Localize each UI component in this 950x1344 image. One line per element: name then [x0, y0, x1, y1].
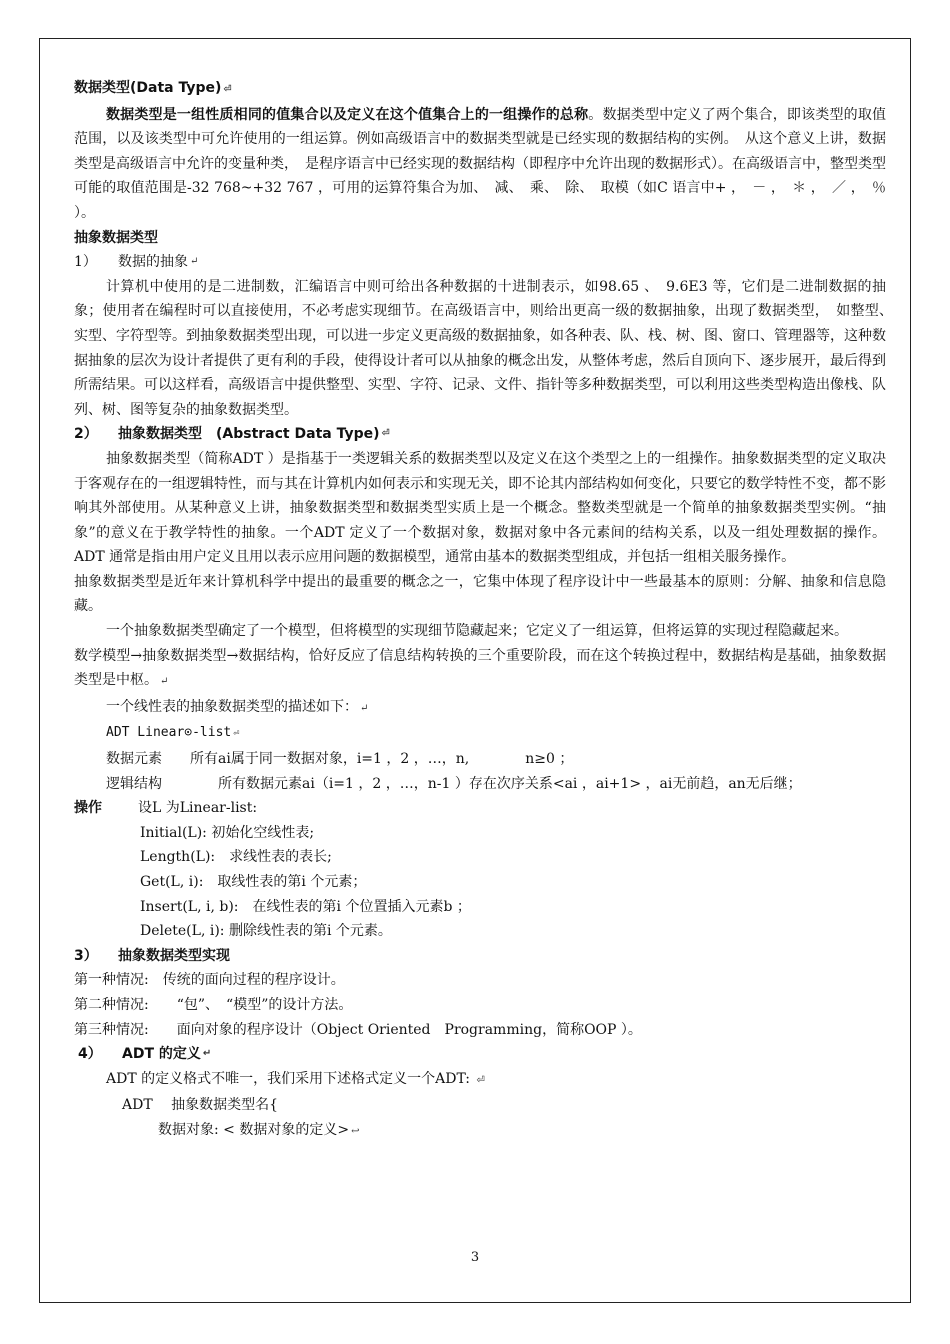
- section-3-heading: 3） 抽象数据类型实现: [74, 947, 230, 964]
- logical-structure-line: 逻辑结构 所有数据元素ai（i=1 ，2 ，…，n-1 ）存在次序关系<ai ，ai+1> ，ai无前趋，an无后继；: [106, 775, 802, 792]
- adt-linear-list-line: ADT Linear⊙-list ⏎: [106, 725, 240, 741]
- paragraph-linear-list-intro: 一个线性表的抽象数据类型的描述如下： ↵: [106, 698, 369, 715]
- operation-item: Get(L, i): 取线性表的第i 个元素；: [140, 874, 367, 890]
- section-2-heading: 2） 抽象数据类型 (Abstract Data Type) ⏎: [74, 426, 390, 443]
- case-item: 第一种情况: 传统的面向过程的程序设计。: [74, 972, 345, 989]
- page-number: 3: [470, 1250, 480, 1265]
- paragraph-adt-model: 一个抽象数据类型确定了一个模型，但将模型的实现细节隐藏起来；它定义了一组运算，但将运算的实现过程隐藏起来。: [106, 623, 848, 640]
- operations-list: [138, 796, 257, 821]
- adt-definition-intro: ADT 的定义格式不唯一，我们采用下述格式定义一个ADT: ⏎: [106, 1070, 485, 1087]
- operation-item: Delete(L, i): 删除线性表的第i 个元素。: [140, 923, 392, 940]
- paragraph-model-chain: 数学模型→抽象数据类型→数据结构，恰好反应了信息结构转换的三个重要阶段，而在这个转换过程中，数据结构是基础，抽象数据类型是中枢。 ↵: [74, 647, 886, 689]
- section-4-heading: 4） ADT 的定义 ↵: [78, 1046, 212, 1063]
- heading-abstract-data-type: 抽象数据类型: [74, 229, 158, 246]
- paragraph-adt-importance: 抽象数据类型是近年来计算机科学中提出的最重要的概念之一，它集中体现了程序设计中一些最基本的原则：分解、抽象和信息隐藏。: [74, 573, 886, 615]
- paragraph-data-abstraction: 计算机中使用的是二进制数，汇编语言中则可给出各种数据的十进制表示，如98.65 、 9.6E3 等，它们是二进制数据的抽象；使用者在编程时可以直接使用，不必考虑实现细节。在高级语言中，则给出更高一级的数据抽象，出现了数据类型， 如整型、 实型、字符型等。到抽象数据类型出现，可以进一步定义更高级的数据抽象，如各种表、队、栈、树、图、窗口、管理器等，这种数据抽象的层次为设计者提供了更有利的手段，使得设计者可以从抽象的概念出发，从整体考虑，然后自顶向下、逐步展开，最后得到所需结果。可以这样看，高级语言中提供整型、实型、字符、记录、文件、指针等多种数据类型，可以利用这些类型构造出像栈、队列、树、图等复杂的抽象数据类型。: [74, 278, 900, 418]
- paragraph-data-type-definition: 数据类型是一组性质相同的值集合以及定义在这个值集合上的一组操作的总称。数据类型中定义了两个集合，即该类型的取值范围，以及该类型中可允许使用的一组运算。例如高级语言中的数据类型就是已经实现的数据结构的实例。 从这个意义上讲，数据类型是高级语言中允许的变量种类， 是程序语言中已经实现的数据结构（即程序中允许出现的数据形式）。在高级语言中，整型类型可能的取值范围是-32 768~+32 767 ，可用的运算符集合为加、 减、 乘、 除、 取模（如C 语言中+ ， － ， ＊ ， ／ ， ％ ）。: [74, 106, 886, 221]
- operation-item: 设L 为Linear-list:: [138, 800, 258, 817]
- operations-block: [74, 796, 886, 821]
- heading-data-type: 数据类型(Data Type) ⏎: [74, 80, 232, 96]
- paragraph-adt-definition: 抽象数据类型（简称ADT ）是指基于一类逻辑关系的数据类型以及定义在这个类型之上的一组操作。抽象数据类型的定义取决于客观存在的一组逻辑特性，而与其在计算机内如何表示和实现无关，即不论其内部结构如何变化，只要它的数学特性不变，都不影响其外部使用。从某种意义上讲，抽象数据类型和数据类型实质上是一个概念。整数类型就是一个简单的抽象数据类型实例。“抽象”的意义在于教学特性的抽象。一个ADT 定义了一个数据对象，数据对象中各元素间的结构关系，以及一组处理数据的操作。ADT 通常是指由用户定义且用以表示应用问题的数据模型，通常由基本的数据类型组成，并包括一组相关服务操作。: [74, 450, 886, 566]
- operations-label: 操作: [74, 800, 102, 817]
- document-body: [74, 76, 900, 1145]
- data-object-line: 数据对象: < 数据对象的定义> ↩: [158, 1121, 360, 1138]
- case-item: 第二种情况: “包”、 “模型”的设计方法。: [74, 996, 353, 1013]
- operation-item: Insert(L, i, b): 在线性表的第i 个位置插入元素b ；: [140, 898, 471, 915]
- operation-item: Initial(L): 初始化空线性表;: [140, 824, 315, 841]
- case-item: 第三种情况: 面向对象的程序设计（Object Oriented Programming，简称OOP ）。: [74, 1021, 642, 1038]
- section-1-heading: 1） 数据的抽象 ↵: [74, 254, 199, 271]
- adt-name-line: ADT 抽象数据类型名{: [122, 1097, 279, 1114]
- data-element-line: 数据元素 所有ai属于同一数据对象，i=1 ，2 ，…，n, n≥0 ；: [106, 751, 574, 768]
- operation-item: Length(L): 求线性表的表长;: [140, 849, 332, 866]
